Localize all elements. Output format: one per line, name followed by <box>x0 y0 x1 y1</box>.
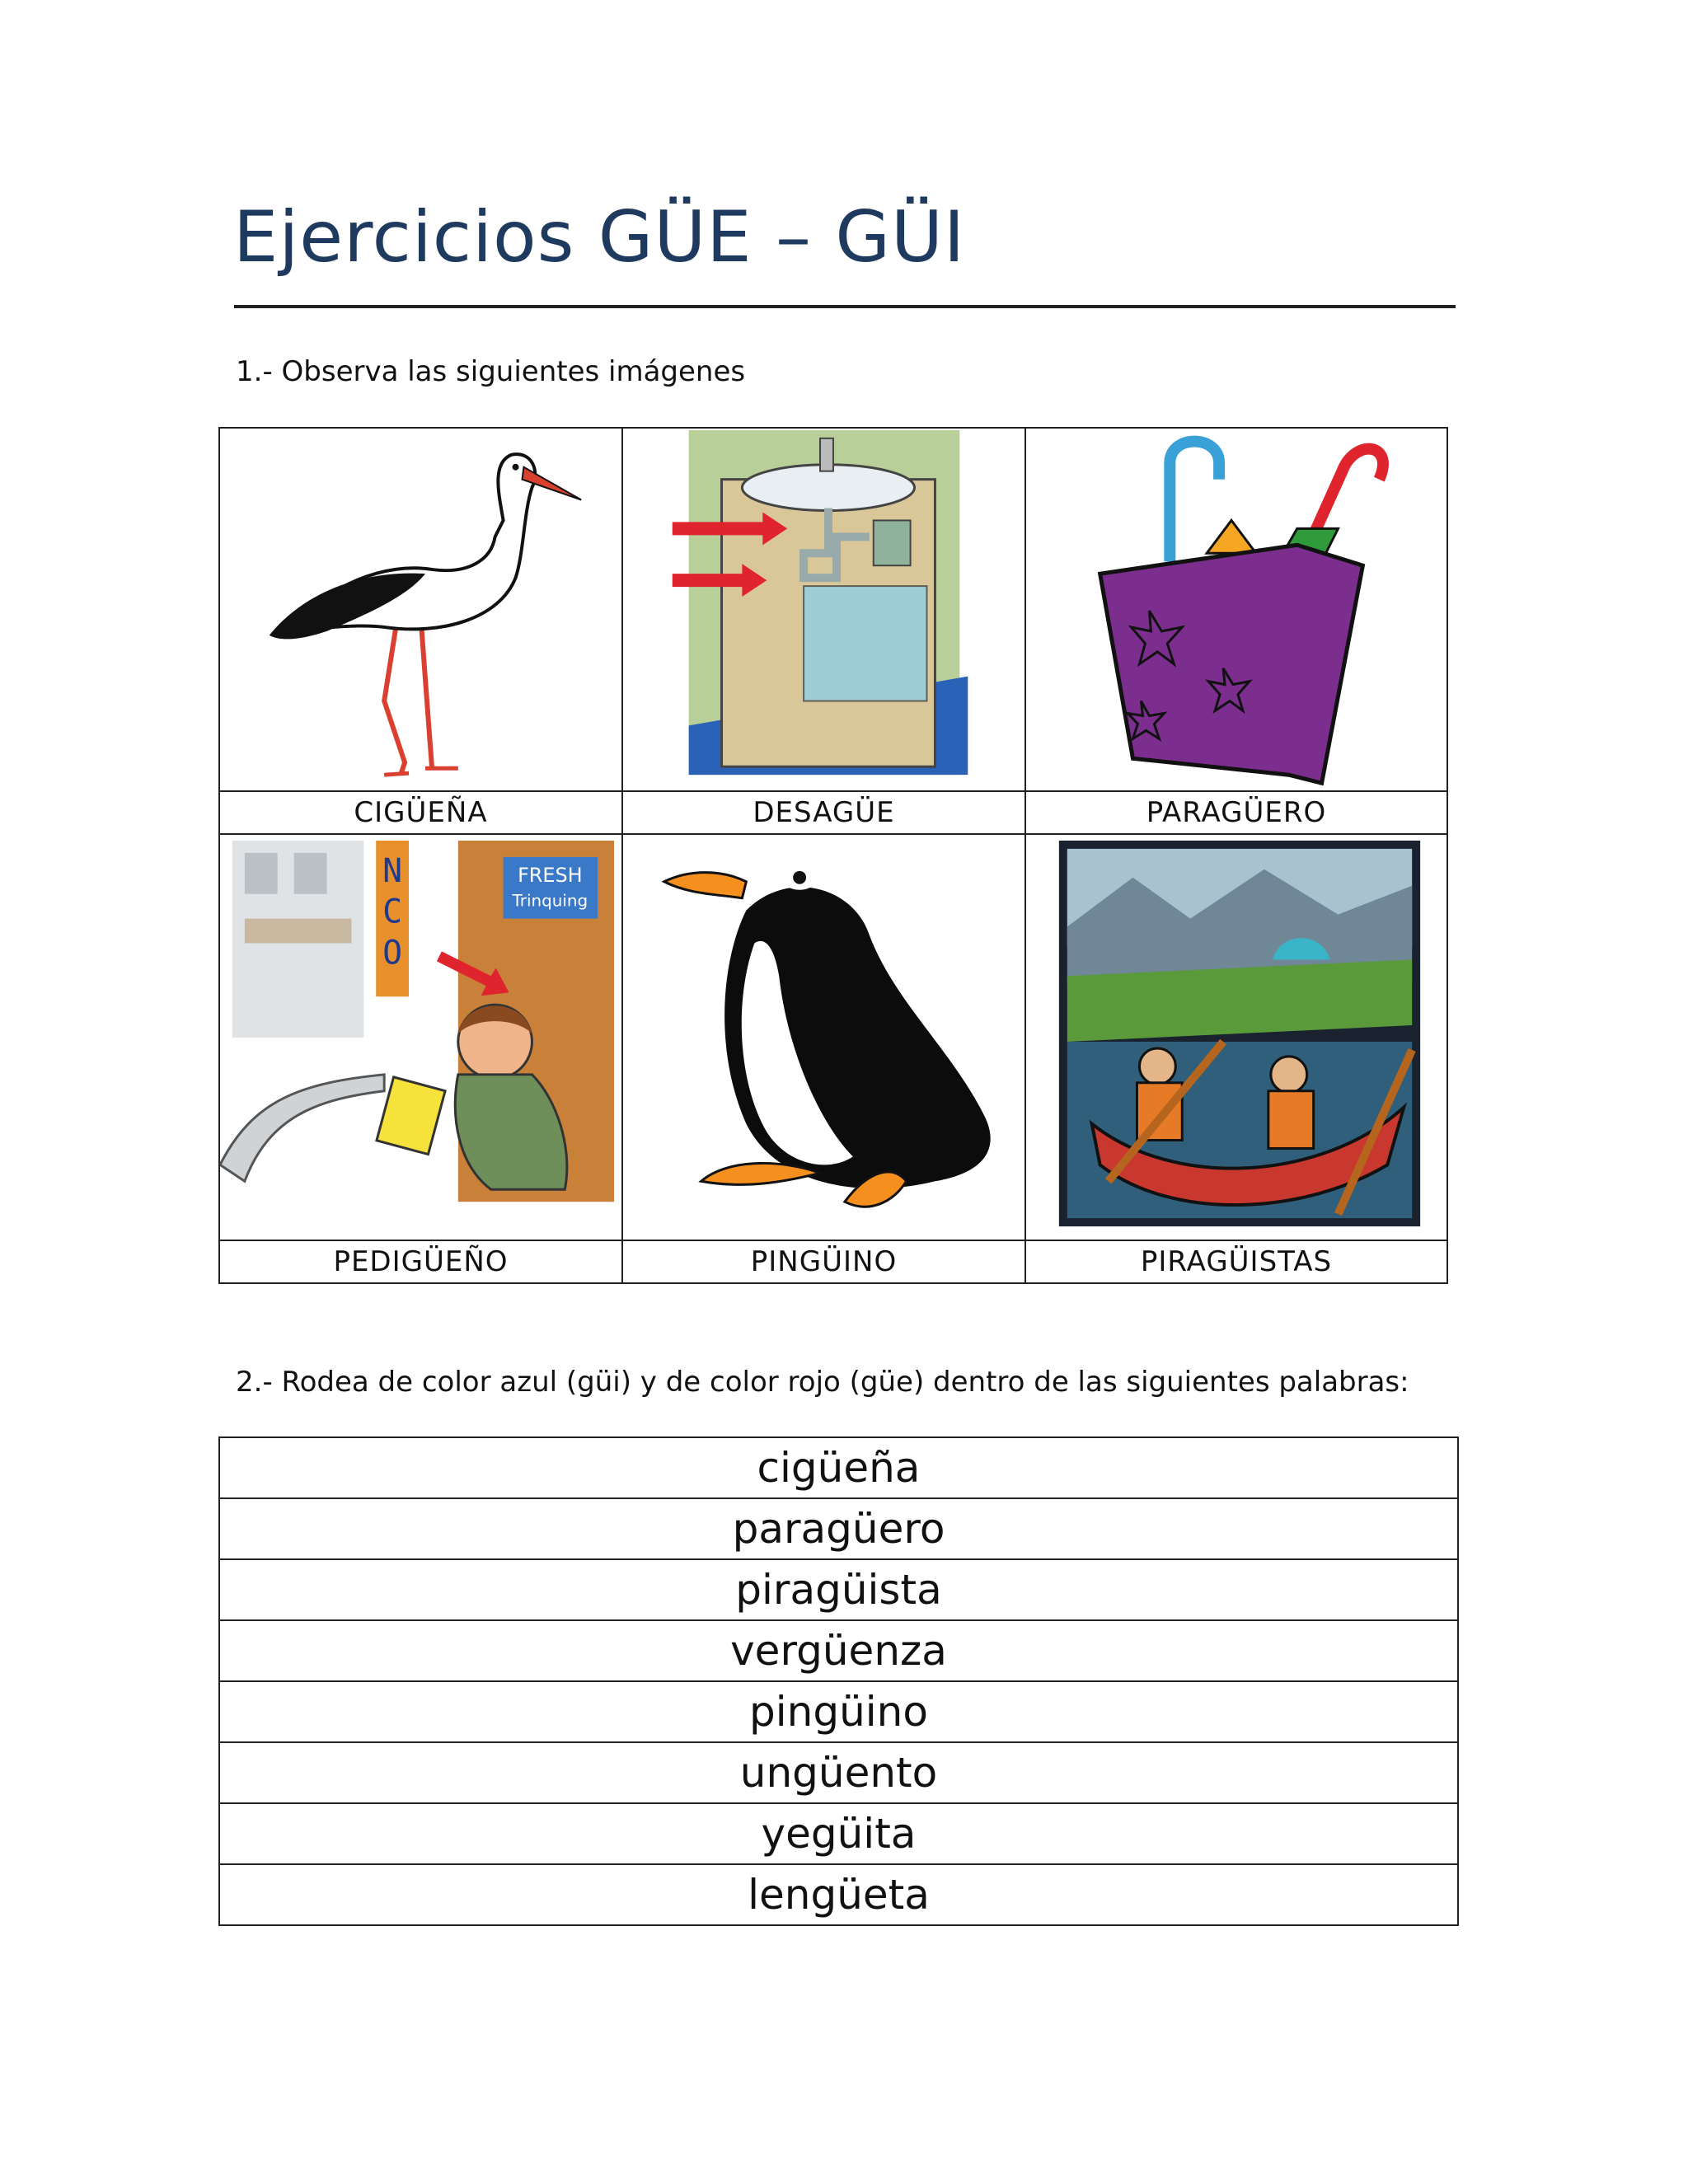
exercise-1-instruction: 1.- Observa las siguientes imágenes <box>236 355 746 388</box>
word-row: pingüino <box>219 1681 1458 1742</box>
svg-text:Trinquing: Trinquing <box>512 891 588 911</box>
beggar-icon <box>220 836 621 1238</box>
sink-drain-icon <box>623 429 1025 789</box>
page-title: Ejercicios GÜE – GÜI <box>233 196 966 279</box>
umbrella-stand-icon <box>1026 429 1447 789</box>
svg-text:FRESH: FRESH <box>518 864 583 888</box>
image-label: PEDIGÜEÑO <box>219 1240 622 1283</box>
word-row: yegüita <box>219 1803 1458 1864</box>
image-grid <box>218 427 1447 1284</box>
penguin-cell <box>622 834 1025 1240</box>
canoeists-icon <box>1026 836 1447 1238</box>
canoeists-cell <box>1025 834 1447 1240</box>
image-label: DESAGÜE <box>622 791 1025 834</box>
word-row: paragüero <box>219 1498 1458 1559</box>
word-row: vergüenza <box>219 1620 1458 1681</box>
image-label: PIRAGÜISTAS <box>1025 1240 1447 1283</box>
sink-cell <box>622 428 1025 791</box>
shop-sign-letter: N <box>382 852 403 891</box>
image-label: CIGÜEÑA <box>219 791 622 834</box>
penguin-icon <box>623 836 1025 1238</box>
title-underline <box>234 305 1456 308</box>
svg-text:C: C <box>382 893 403 931</box>
umbrella-stand-cell <box>1025 428 1447 791</box>
beggar-cell <box>219 834 622 1240</box>
word-list <box>218 1436 1459 1926</box>
word-row: lengüeta <box>219 1864 1458 1925</box>
image-label: PINGÜINO <box>622 1240 1025 1283</box>
svg-text:O: O <box>382 934 403 972</box>
exercise-2-instruction: 2.- Rodea de color azul (güi) y de color rojo (güe) dentro de las siguientes palabras: <box>236 1366 1409 1399</box>
word-row: piragüista <box>219 1559 1458 1620</box>
word-row: cigüeña <box>219 1437 1458 1498</box>
stork-cell <box>219 428 622 791</box>
image-label: PARAGÜERO <box>1025 791 1447 834</box>
word-row: ungüento <box>219 1742 1458 1803</box>
stork-icon <box>220 429 621 789</box>
